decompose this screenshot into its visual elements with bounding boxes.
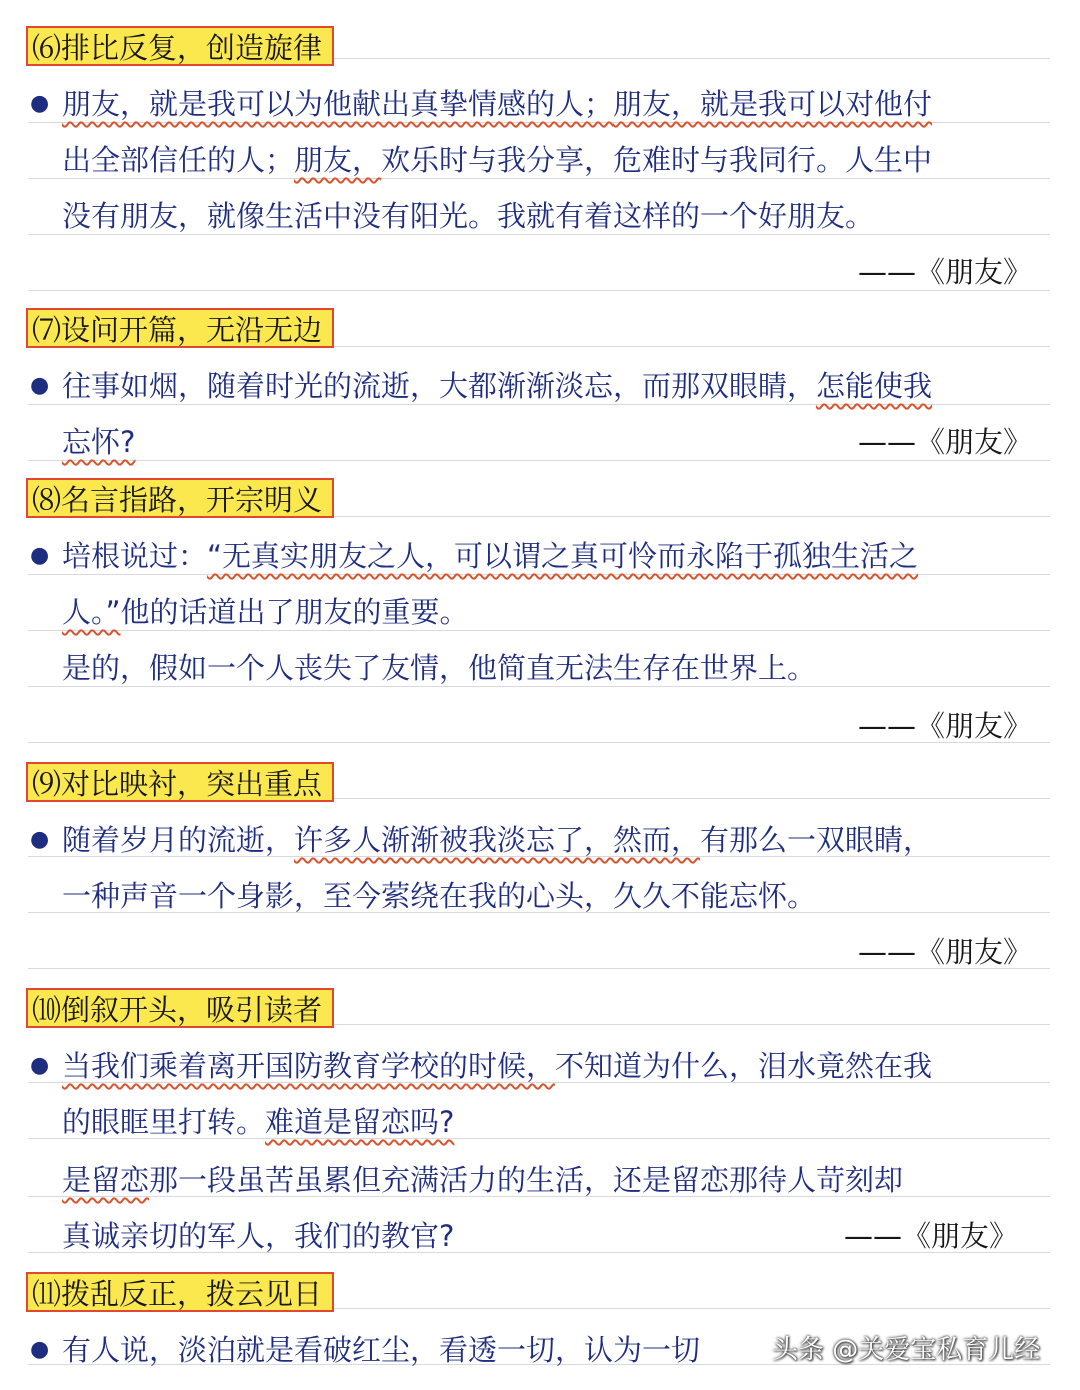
attribution: ——《朋友》	[857, 255, 1032, 289]
section-heading: ⑺设问开篇，无沿无边	[26, 308, 334, 348]
section-heading: ⑾拨乱反正，拨云见日	[26, 1272, 334, 1312]
bullet-icon: ●	[30, 1053, 50, 1078]
bullet-icon: ●	[30, 827, 50, 852]
text-line: 当我们乘着离开国防教育学校的时候，不知道为什么，泪水竟然在我	[62, 1049, 933, 1083]
attribution: ——《朋友》	[857, 935, 1032, 969]
text-line: 人。”他的话道出了朋友的重要。	[62, 595, 469, 629]
text-line: 培根说过：“无真实朋友之人，可以谓之真可怜而永陷于孤独生活之	[62, 539, 919, 573]
attribution: ——《朋友》	[857, 709, 1032, 743]
text-line: 朋友，就是我可以为他献出真挚情感的人；朋友，就是我可以对他付	[62, 87, 933, 121]
text-line: 真诚亲切的军人，我们的教官?	[62, 1219, 455, 1253]
bullet-icon: ●	[30, 543, 50, 568]
text-line: 随着岁月的流逝，许多人渐渐被我淡忘了，然而，有那么一双眼睛，	[62, 823, 933, 857]
text-line: 出全部信任的人；朋友，欢乐时与我分享，危难时与我同行。人生中	[62, 143, 933, 177]
section-heading: ⑼对比映衬，突出重点	[26, 762, 334, 802]
attribution: ——《朋友》	[857, 425, 1032, 459]
text-line: 有人说，淡泊就是看破红尘，看透一切，认为一切	[62, 1333, 701, 1367]
text-line: 是的，假如一个人丧失了友情，他简直无法生存在世界上。	[62, 651, 817, 685]
text-line: 往事如烟，随着时光的流逝，大都渐渐淡忘，而那双眼睛，怎能使我	[62, 369, 933, 403]
text-line: 一种声音一个身影，至今萦绕在我的心头，久久不能忘怀。	[62, 879, 817, 913]
text-line: 忘怀?	[62, 425, 136, 459]
watermark: 头条 @关爱宝私育儿经	[772, 1335, 1041, 1365]
section-heading: ⑽倒叙开头，吸引读者	[26, 988, 334, 1028]
text-line: 的眼眶里打转。难道是留恋吗?	[62, 1105, 455, 1139]
bullet-icon: ●	[30, 373, 50, 398]
section-heading: ⑹排比反复，创造旋律	[26, 26, 334, 66]
bullet-icon: ●	[30, 91, 50, 116]
text-line: 没有朋友，就像生活中没有阳光。我就有着这样的一个好朋友。	[62, 199, 875, 233]
bullet-icon: ●	[30, 1337, 50, 1362]
section-heading: ⑻名言指路，开宗明义	[26, 478, 334, 518]
text-line: 是留恋那一段虽苦虽累但充满活力的生活，还是留恋那待人苛刻却	[62, 1163, 904, 1197]
attribution: ——《朋友》	[843, 1219, 1018, 1253]
